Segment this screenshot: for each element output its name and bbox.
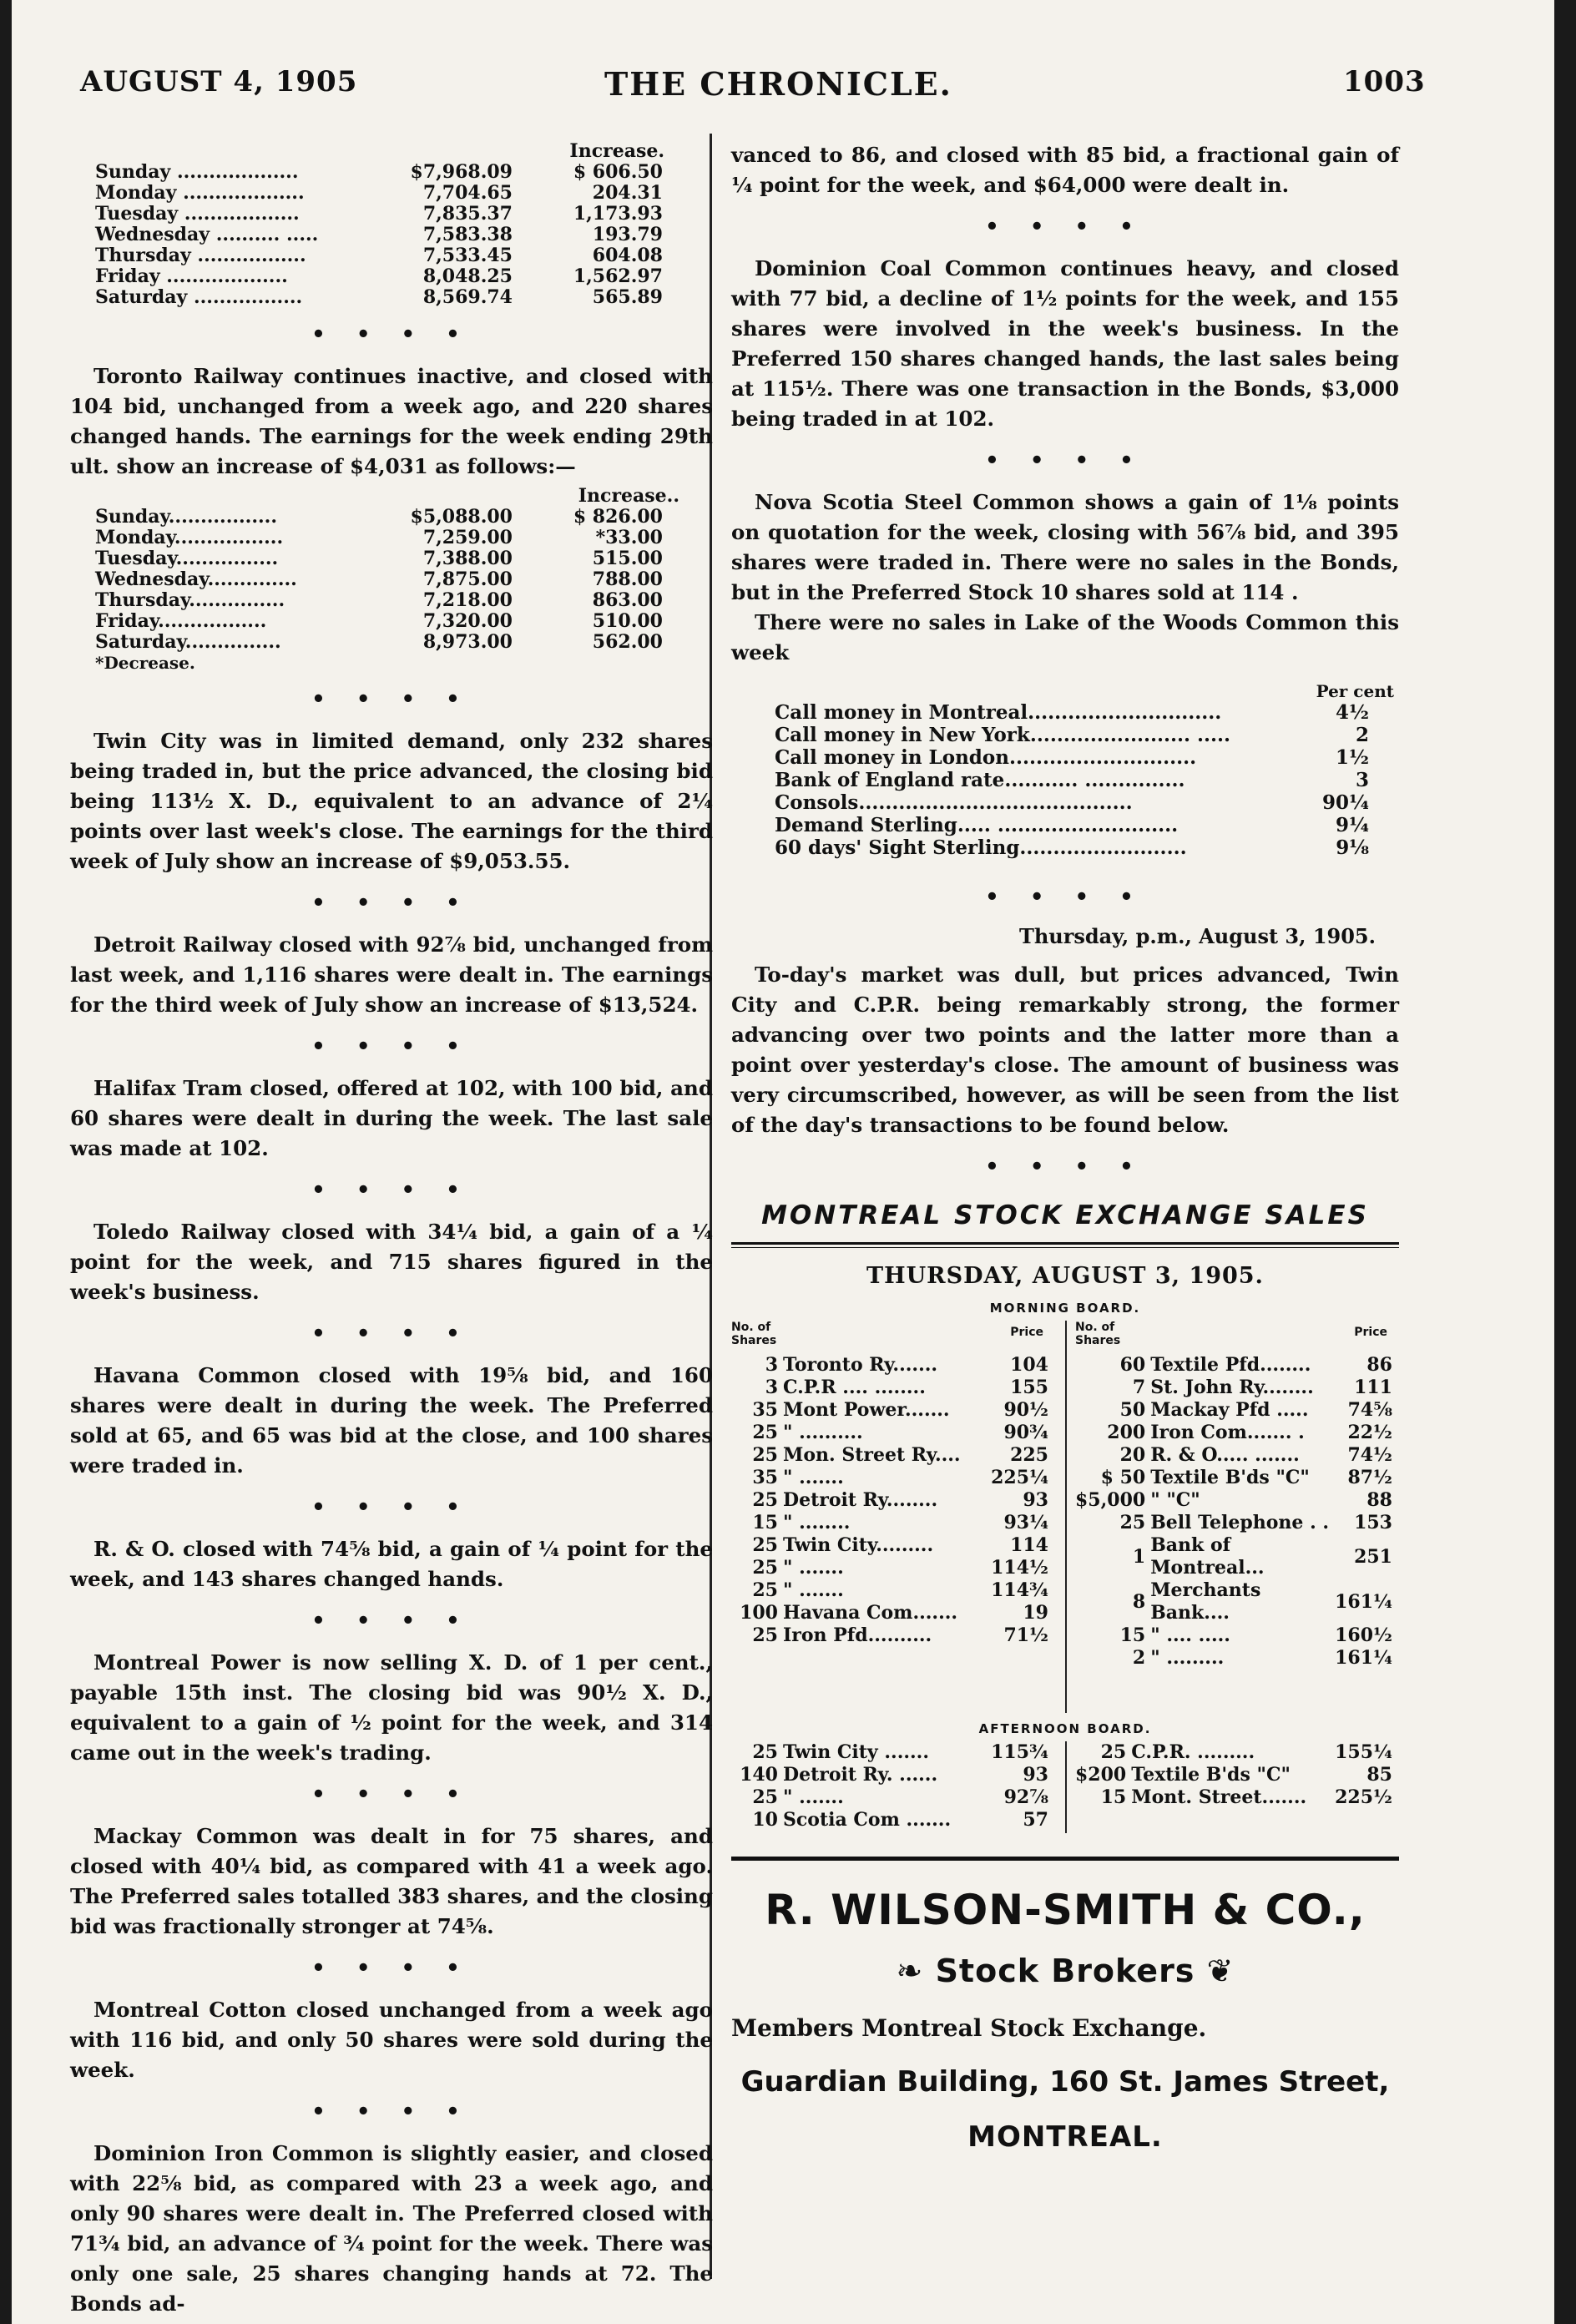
sale-shares: 25 [1119,1512,1146,1533]
ad-business [731,1953,1399,1989]
sale-shares: $ 50 [1100,1467,1146,1488]
section-divider: • • • • [311,891,472,916]
earnings1-inc-header: Increase. [569,140,664,162]
sale-row [731,1377,1048,1399]
earnings-day: Wednesday .......... ..... [95,224,319,245]
earnings-amount: 7,835.37 [422,203,513,225]
afternoon-board [731,1741,1399,1842]
sale-shares: 35 [752,1467,778,1488]
right-column [731,140,1399,2154]
section-divider: • • • • [311,1495,472,1520]
earnings-amount: 7,533.45 [422,245,513,266]
afternoon-right-list [1075,1741,1392,1809]
sale-shares: 100 [740,1602,778,1624]
money-rate-label: Demand Sterling..... ........................... [775,814,1179,836]
sale-price: 71½ [1003,1624,1048,1646]
sale-price: 88 [1366,1489,1392,1511]
col-price-label: Price [1010,1326,1043,1339]
earnings-increase: $ 606.50 [573,161,663,183]
sale-stock: Scotia Com ....... [783,1809,952,1831]
sale-shares: 25 [752,1786,778,1808]
sale-shares: 25 [752,1534,778,1556]
sale-price: 74⅝ [1347,1399,1392,1421]
earnings-row [95,266,663,287]
sale-stock: Merchants Bank.... [1150,1579,1261,1624]
para-havana: Havana Common closed with 19⅝ bid, and 160 shares were dealt in during the week. The Preferred sold at 65, and 65 was bid at the close, and 100 shares were traded in. [70,1363,713,1478]
left-column [70,140,713,2319]
ad-business-text: Stock Brokers [935,1953,1195,1989]
sale-price: 57 [1023,1809,1048,1831]
money-rates-table [775,701,1369,859]
sale-stock: C.P.R. ......... [1131,1741,1255,1763]
sale-price: 93 [1023,1764,1048,1786]
earnings-increase: 515.00 [592,548,663,569]
section-divider: • • • • [311,1178,472,1203]
money-rate-label: 60 days' Sight Sterling......................... [775,836,1187,859]
section-divider: • • • • [985,448,1145,473]
sale-shares: 3 [765,1354,778,1376]
money-rate-value: 9⅛ [1336,836,1369,859]
sale-row [1075,1579,1392,1624]
sale-price: 90½ [1003,1399,1048,1421]
fleuron-left-icon: ❧ [896,1953,936,1989]
sale-stock: Twin City ....... [783,1741,929,1763]
afternoon-mid-rule [1065,1741,1067,1833]
sale-shares: 15 [1119,1624,1146,1646]
earnings-row [95,632,663,653]
earnings-increase: 204.31 [592,182,663,204]
earnings-amount: 7,875.00 [422,568,513,590]
money-rate-row [775,836,1369,859]
earnings-increase: $ 826.00 [573,506,663,528]
earnings1-table [95,162,663,308]
sale-price: 93¼ [1003,1512,1048,1533]
sale-row [1075,1422,1392,1444]
ad-city: MONTREAL. [967,2120,1163,2154]
sale-shares: 25 [752,1579,778,1601]
col-shares-label: No. of Shares [1075,1321,1121,1347]
para-twin-city: Twin City was in limited demand, only 232 shares being traded in, but the price advanced, the closing bid being 113½ X. D., equivalent to an advance of 2¼ points over last week's close. The earnings for the third week of July show an increase of $9,053.55. [70,729,713,873]
sale-shares: 25 [752,1489,778,1511]
sale-stock: " ....... [783,1579,844,1601]
morning-left-list [731,1321,1048,1647]
sale-stock: " .... ..... [1150,1624,1230,1646]
para-dominion-iron-continued: vanced to 86, and closed with 85 bid, a fractional gain of ¼ point for the week, and $64,000 were dealt in. [731,143,1399,197]
para-today-market: To-day's market was dull, but prices advanced, Twin City and C.P.R. being remarkably strong, the former advancing over two points and the latter more than a point over yesterday's close. The amount of business was very circumscribed, however, as will be seen from the list of the day's transactions to be found below. [731,962,1399,1137]
sale-row [731,1741,1048,1764]
shares-price-header [731,1321,1048,1354]
section-divider: • • • • [985,1154,1145,1180]
sale-row [731,1624,1048,1647]
sale-row [1075,1764,1392,1786]
para-toledo: Toledo Railway closed with 34¼ bid, a gain of a ¼ point for the week, and 715 shares figured in the week's business. [70,1220,713,1304]
para-detroit: Detroit Railway closed with 92⅞ bid, unchanged from last week, and 1,116 shares were dealt in. The earnings for the third week of July show an increase of $13,524. [70,932,713,1017]
sale-row [1075,1534,1392,1579]
money-rate-label: Call money in New York........................ ..... [775,724,1231,746]
sales-title: MONTREAL STOCK EXCHANGE SALES [761,1200,1369,1230]
earnings2-inc-header: Increase.. [578,485,679,507]
sale-price: 85 [1366,1764,1392,1786]
earnings-row [95,590,663,611]
scan-edge [1554,0,1576,2324]
earnings-amount: 7,583.38 [422,224,513,245]
earnings-increase: 1,173.93 [573,203,663,225]
section-divider: • • • • [311,1609,472,1634]
morning-board-label: MORNING BOARD. [989,1301,1141,1316]
header-date: AUGUST 4, 1905 [80,65,358,99]
money-header: Per cent [1316,681,1394,701]
sale-shares: 25 [752,1444,778,1466]
para-halifax: Halifax Tram closed, offered at 102, with 100 bid, and 60 shares were dealt in during the week. The last sale was made at 102. [70,1076,713,1160]
earnings-increase: 788.00 [592,568,663,590]
sale-price: 161¼ [1335,1590,1392,1613]
earnings-amount: 7,259.00 [422,527,513,548]
money-rate-row [775,701,1369,724]
earnings-day: Thursday............... [95,589,285,611]
money-rate-row [775,769,1369,791]
sale-price: 225¼ [991,1467,1048,1488]
earnings-row [95,287,663,308]
money-rate-value: 1½ [1336,746,1369,769]
morning-right-list [1075,1321,1392,1670]
sale-row [731,1809,1048,1831]
sale-row [731,1354,1048,1377]
section-divider: • • • • [311,1321,472,1346]
sale-row [731,1399,1048,1422]
para-dominion-iron: Dominion Iron Common is slightly easier, and closed with 22⅝ bid, as compared with 23 a week ago, and only 90 shares were dealt in. The Preferred closed with 71¾ bid, an advance of ¾ point for the week. There was only one sale, 25 shares changing hands at 72. The Bonds ad- [70,2141,713,2316]
sale-row [1075,1489,1392,1512]
money-rate-label: Call money in Montreal............................. [775,701,1222,724]
section-divider: • • • • [985,885,1145,910]
sale-price: 114½ [991,1557,1048,1579]
section-divider: • • • • [311,687,472,712]
sale-row [1075,1786,1392,1809]
sale-price: 114 [1010,1534,1048,1556]
ad-firm-name: R. WILSON-SMITH & CO., [765,1886,1366,1934]
earnings-amount: 7,320.00 [422,610,513,632]
section-divider: • • • • [311,1782,472,1807]
sale-stock: Iron Com....... . [1150,1422,1305,1443]
sale-row [731,1557,1048,1579]
sale-stock: Mackay Pfd ..... [1150,1399,1309,1421]
earnings-day: Friday................. [95,610,267,632]
sale-row [1075,1444,1392,1467]
earnings-increase: 1,562.97 [573,265,663,287]
sale-price: 225½ [1335,1786,1392,1808]
earnings-increase: 193.79 [592,224,663,245]
afternoon-board-label: AFTERNOON BOARD. [978,1721,1152,1736]
sale-shares: $200 [1075,1764,1127,1786]
sale-row [731,1602,1048,1624]
money-rate-row [775,814,1369,836]
sale-shares: 25 [1100,1741,1127,1763]
newspaper-page [12,0,1566,2324]
ad-top-rule [731,1857,1399,1861]
earnings-row [95,183,663,204]
sale-stock: Textile B'ds "C" [1131,1764,1291,1786]
col-price-label: Price [1354,1326,1387,1339]
earnings-increase: 510.00 [592,610,663,632]
sale-price: 90¾ [1003,1422,1048,1443]
earnings-amount: $7,968.09 [410,161,513,183]
earnings-row [95,204,663,225]
sale-row [731,1489,1048,1512]
sale-price: 161¼ [1335,1647,1392,1669]
para-nova-scotia-steel: Nova Scotia Steel Common shows a gain of 1⅛ points on quotation for the week, closing with 56⅞ bid, and 395 shares were traded in. There were no sales in the Bonds, but in the Preferred Stock 10 shares sold at 114 . [731,490,1399,604]
section-divider: • • • • [311,1956,472,1981]
money-rate-row [775,791,1369,814]
earnings-amount: 7,218.00 [422,589,513,611]
earnings-increase: 562.00 [592,631,663,653]
sale-stock: Mont Power....... [783,1399,950,1421]
earnings-amount: $5,088.00 [410,506,513,528]
sale-shares: 15 [1100,1786,1127,1808]
sale-stock: Twin City......... [783,1534,934,1556]
sales-date: THURSDAY, AUGUST 3, 1905. [866,1263,1264,1289]
earnings-day: Thursday ................. [95,245,306,266]
earnings-day: Monday ................... [95,182,305,204]
sale-row [731,1512,1048,1534]
sale-price: 155 [1010,1377,1048,1398]
earnings-amount: 7,388.00 [422,548,513,569]
sale-row [731,1534,1048,1557]
sale-shares: $5,000 [1075,1489,1146,1511]
sale-stock: " ....... [783,1557,844,1579]
ad-members: Members Montreal Stock Exchange. [731,2014,1207,2042]
earnings-row [95,528,663,548]
money-rate-label: Consols......................................... [775,791,1133,814]
para-montreal-cotton: Montreal Cotton closed unchanged from a week ago with 116 bid, and only 50 shares were sold during the week. [70,1998,713,2082]
sale-stock: " ......... [1150,1647,1225,1669]
sale-shares: 7 [1132,1377,1146,1398]
afternoon-left-list [731,1741,1048,1831]
earnings-row [95,548,663,569]
sale-price: 93 [1023,1489,1048,1511]
section-divider: • • • • [985,215,1145,240]
sale-row [731,1467,1048,1489]
money-rate-value: 3 [1355,769,1369,791]
earnings-amount: 8,048.25 [422,265,513,287]
earnings-day: Friday ................... [95,265,288,287]
money-rate-value: 2 [1355,724,1369,746]
sale-price: 225 [1010,1444,1048,1466]
sale-row [731,1444,1048,1467]
sale-price: 22½ [1347,1422,1392,1443]
section-divider: • • • • [311,1034,472,1059]
earnings-row [95,569,663,590]
sale-price: 86 [1366,1354,1392,1376]
col-shares-label: No. of Shares [731,1321,777,1347]
money-rate-value: 9¼ [1336,814,1369,836]
earnings2-note: *Decrease. [95,653,195,673]
sale-stock: " .......... [783,1422,863,1443]
sale-row [1075,1467,1392,1489]
sale-stock: Bank of Montreal... [1150,1534,1265,1579]
earnings-amount: 8,569.74 [422,286,513,308]
earnings-day: Monday................. [95,527,284,548]
sale-stock: Detroit Ry........ [783,1489,938,1511]
earnings-day: Sunday ................... [95,161,299,183]
earnings-increase: *33.00 [595,527,663,548]
sale-row [1075,1399,1392,1422]
sale-row [1075,1647,1392,1670]
sale-shares: 3 [765,1377,778,1398]
sale-stock: R. & O..... ....... [1150,1444,1300,1466]
earnings-increase: 565.89 [592,286,663,308]
sale-shares: 200 [1107,1422,1146,1443]
sale-shares: 20 [1119,1444,1146,1466]
sale-stock: C.P.R .... ........ [783,1377,926,1398]
sale-stock: Bell Telephone . . [1150,1512,1330,1533]
sale-shares: 25 [752,1624,778,1646]
sale-shares: 25 [752,1557,778,1579]
double-rule [731,1242,1399,1248]
sale-price: 115¾ [991,1741,1048,1763]
sale-row [1075,1741,1392,1764]
earnings-day: Tuesday .................. [95,203,300,225]
para-r-and-o: R. & O. closed with 74⅝ bid, a gain of ¼ point for the week, and 143 shares changed hands. [70,1537,713,1591]
sale-shares: 2 [1132,1647,1146,1669]
sale-stock: " ........ [783,1512,851,1533]
sale-row [1075,1377,1392,1399]
sale-stock: " ....... [783,1786,844,1808]
sale-row [1075,1512,1392,1534]
money-rate-row [775,746,1369,769]
sale-stock: Toronto Ry....... [783,1354,938,1376]
morning-board [731,1321,1399,1713]
sale-row [731,1786,1048,1809]
earnings-day: Saturday ................. [95,286,303,308]
sale-row [731,1764,1048,1786]
earnings-day: Wednesday.............. [95,568,297,590]
sale-stock: Havana Com....... [783,1602,958,1624]
earnings-increase: 604.08 [592,245,663,266]
para-dominion-coal: Dominion Coal Common continues heavy, and closed with 77 bid, a decline of 1½ points for the week, and 155 shares were involved in the week's business. In the Preferred 150 shares changed hands, the last sales being at 115½. There was one transaction in the Bonds, $3,000 being traded in at 102. [731,256,1399,431]
sale-shares: 1 [1132,1545,1146,1568]
sale-price: 251 [1354,1545,1392,1568]
earnings-row [95,507,663,528]
header-page-number: 1003 [1343,65,1426,99]
sale-row [1075,1354,1392,1377]
sale-price: 111 [1354,1377,1392,1398]
sale-shares: 25 [752,1741,778,1763]
sale-price: 155¼ [1335,1741,1392,1763]
earnings-row [95,245,663,266]
sale-price: 92⅞ [1003,1786,1048,1808]
earnings-increase: 863.00 [592,589,663,611]
earnings-day: Sunday................. [95,506,277,528]
sale-row [1075,1624,1392,1647]
sale-price: 153 [1354,1512,1392,1533]
para-mackay: Mackay Common was dealt in for 75 shares, and closed with 40¼ bid, as compared with 41 a week ago. The Preferred sales totalled 383 shares, and the closing bid was fractionally stronger at 74⅝. [70,1824,713,1938]
sale-stock: St. John Ry........ [1150,1377,1314,1398]
earnings-day: Saturday............... [95,631,281,653]
earnings-amount: 7,704.65 [422,182,513,204]
ad-address: Guardian Building, 160 St. James Street, [740,2065,1390,2099]
para-lake-of-the-woods: There were no sales in Lake of the Woods Common this week [731,610,1399,664]
earnings2-table [95,507,663,653]
sale-stock: Mont. Street....... [1131,1786,1307,1808]
sale-shares: 60 [1119,1354,1146,1376]
para-montreal-power: Montreal Power is now selling X. D. of 1 per cent., payable 15th inst. The closing bid was 90½ X. D., equivalent to a gain of ½ point for the week, and 314 came out in the week's trading. [70,1650,713,1765]
earnings-day: Tuesday................ [95,548,279,569]
para-toronto: Toronto Railway continues inactive, and closed with 104 bid, unchanged from a week ago, and 220 shares changed hands. The earnings for the week ending 29th ult. show an increase of $4,031 as follows:— [70,364,713,478]
sale-stock: " "C" [1150,1489,1200,1511]
earnings-row [95,162,663,183]
header-title: THE CHRONICLE. [604,65,952,103]
dated-line: Thursday, p.m., August 3, 1905. [1018,924,1376,948]
sale-stock: " ....... [783,1467,844,1488]
sale-shares: 35 [752,1399,778,1421]
sale-stock: Detroit Ry. ...... [783,1764,938,1786]
sale-price: 160½ [1335,1624,1392,1646]
sale-stock: Iron Pfd.......... [783,1624,932,1646]
section-divider: • • • • [311,322,472,347]
sale-stock: Textile B'ds "C" [1150,1467,1310,1488]
shares-price-header [1075,1321,1392,1354]
sale-shares: 25 [752,1422,778,1443]
sale-shares: 50 [1119,1399,1146,1421]
sale-shares: 10 [752,1809,778,1831]
sale-shares: 140 [740,1764,778,1786]
sale-price: 104 [1010,1354,1048,1376]
sales-mid-rule [1065,1321,1067,1713]
sale-stock: Mon. Street Ry.... [783,1444,961,1466]
money-rate-label: Call money in London............................ [775,746,1197,769]
earnings-amount: 8,973.00 [422,631,513,653]
earnings-row [95,225,663,245]
money-rate-value: 90¼ [1322,791,1369,814]
earnings-row [95,611,663,632]
money-rate-value: 4½ [1336,701,1369,724]
sale-shares: 15 [752,1512,778,1533]
sale-stock: Textile Pfd........ [1150,1354,1311,1376]
money-rate-row [775,724,1369,746]
fleuron-right-icon: ❦ [1195,1953,1235,1989]
sale-shares: 8 [1132,1590,1146,1613]
sale-row [731,1579,1048,1602]
money-rate-label: Bank of England rate........... ............... [775,769,1185,791]
sale-price: 87½ [1347,1467,1392,1488]
sale-row [731,1422,1048,1444]
section-divider: • • • • [311,2099,472,2124]
sale-price: 74½ [1347,1444,1392,1466]
sale-price: 19 [1023,1602,1048,1624]
sale-price: 114¾ [991,1579,1048,1601]
